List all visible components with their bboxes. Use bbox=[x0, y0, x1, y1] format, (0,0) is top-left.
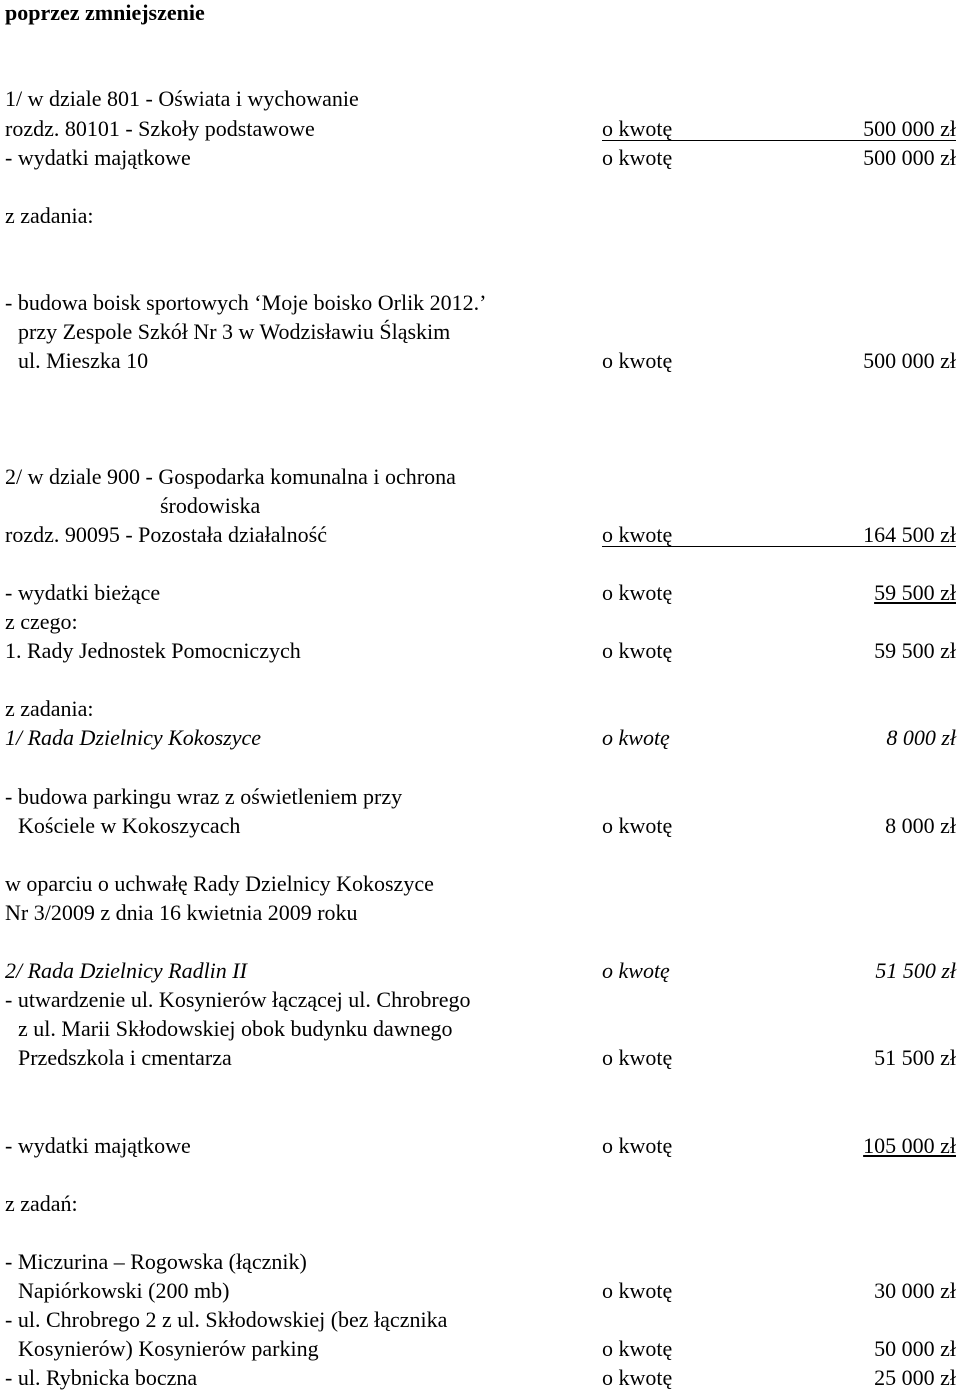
dzial-801-line: 1/ w dziale 801 - Oświata i wychowanie bbox=[5, 86, 359, 111]
z-zadania-2-label: z zadania: bbox=[5, 696, 94, 721]
rozdz-90095-underline bbox=[602, 546, 956, 547]
miczurina-line-2: Napiórkowski (200 mb) bbox=[18, 1278, 230, 1303]
z-zadan-label: z zadań: bbox=[5, 1191, 78, 1216]
rady-jednostek-kwota-label: o kwotę bbox=[602, 638, 673, 663]
rozdz-90095-amount: 164 500 zł bbox=[863, 522, 956, 547]
wydatki-majatkowe-2-kwota-label: o kwotę bbox=[602, 1133, 673, 1158]
wydatki-biezace-amount: 59 500 zł bbox=[874, 580, 956, 605]
dzial-900-line-1: 2/ w dziale 900 - Gospodarka komunalna i ochrona bbox=[5, 464, 456, 489]
uchwala-line-2: Nr 3/2009 z dnia 16 kwietnia 2009 roku bbox=[5, 900, 358, 925]
miczurina-amount: 30 000 zł bbox=[874, 1278, 956, 1303]
orlik-task-line-3: ul. Mieszka 10 bbox=[18, 348, 149, 373]
z-zadania-1-label: z zadania: bbox=[5, 203, 94, 228]
utwardzenie-kwota-label: o kwotę bbox=[602, 1045, 673, 1070]
orlik-task-amount: 500 000 zł bbox=[863, 348, 956, 373]
parking-task-kwota-label: o kwotę bbox=[602, 813, 673, 838]
wydatki-majatkowe-2-label: - wydatki majątkowe bbox=[5, 1133, 191, 1158]
rada-radlin-kwota-label: o kwotę bbox=[602, 958, 670, 983]
miczurina-kwota-label: o kwotę bbox=[602, 1278, 673, 1303]
rozdz-80101-amount: 500 000 zł bbox=[863, 116, 956, 141]
wydatki-biezace-label: - wydatki bieżące bbox=[5, 580, 161, 605]
rozdz-80101-line: rozdz. 80101 - Szkoły podstawowe bbox=[5, 116, 315, 141]
rada-radlin-amount: 51 500 zł bbox=[875, 958, 956, 983]
parking-task-line-2: Kościele w Kokoszycach bbox=[18, 813, 241, 838]
rybnicka-amount: 25 000 zł bbox=[874, 1365, 956, 1390]
orlik-task-line-2: przy Zespole Szkół Nr 3 w Wodzisławiu Śląskim bbox=[18, 319, 451, 344]
utwardzenie-line-3: Przedszkola i cmentarza bbox=[18, 1045, 232, 1070]
wydatki-biezace-kwota-label: o kwotę bbox=[602, 580, 673, 605]
miczurina-line-1: - Miczurina – Rogowska (łącznik) bbox=[5, 1249, 307, 1274]
rada-radlin-line: 2/ Rada Dzielnicy Radlin II bbox=[5, 958, 247, 983]
rozdz-90095-kwota-label: o kwotę bbox=[602, 522, 673, 547]
section-heading: poprzez zmniejszenie bbox=[5, 0, 205, 25]
chrobrego-amount: 50 000 zł bbox=[874, 1336, 956, 1361]
parking-task-line-1: - budowa parkingu wraz z oświetleniem przy bbox=[5, 784, 403, 809]
wydatki-majatkowe-1-amount: 500 000 zł bbox=[863, 145, 956, 170]
rozdz-80101-kwota-label: o kwotę bbox=[602, 116, 673, 141]
orlik-task-kwota-label: o kwotę bbox=[602, 348, 673, 373]
uchwala-line-1: w oparciu o uchwałę Rady Dzielnicy Kokoszyce bbox=[5, 871, 434, 896]
rada-kokoszyce-line: 1/ Rada Dzielnicy Kokoszyce bbox=[5, 725, 261, 750]
dzial-900-line-2: środowiska bbox=[160, 493, 261, 518]
chrobrego-line-1: - ul. Chrobrego 2 z ul. Skłodowskiej (bez łącznika bbox=[5, 1307, 448, 1332]
utwardzenie-line-2: z ul. Marii Skłodowskiej obok budynku dawnego bbox=[18, 1016, 453, 1041]
wydatki-majatkowe-1-kwota-label: o kwotę bbox=[602, 145, 673, 170]
rady-jednostek-amount: 59 500 zł bbox=[874, 638, 956, 663]
rozdz-90095-line: rozdz. 90095 - Pozostała działalność bbox=[5, 522, 327, 547]
rada-kokoszyce-kwota-label: o kwotę bbox=[602, 725, 670, 750]
parking-task-amount: 8 000 zł bbox=[885, 813, 956, 838]
wydatki-majatkowe-2-amount: 105 000 zł bbox=[863, 1133, 956, 1158]
z-czego-label: z czego: bbox=[5, 609, 78, 634]
rady-jednostek-line: 1. Rady Jednostek Pomocniczych bbox=[5, 638, 301, 663]
utwardzenie-amount: 51 500 zł bbox=[874, 1045, 956, 1070]
rada-kokoszyce-amount: 8 000 zł bbox=[886, 725, 956, 750]
chrobrego-line-2: Kosynierów) Kosynierów parking bbox=[18, 1336, 319, 1361]
rybnicka-line: - ul. Rybnicka boczna bbox=[5, 1365, 198, 1390]
wydatki-majatkowe-1-label: - wydatki majątkowe bbox=[5, 145, 191, 170]
utwardzenie-line-1: - utwardzenie ul. Kosynierów łączącej ul. Chrobrego bbox=[5, 987, 471, 1012]
orlik-task-line-1: - budowa boisk sportowych ‘Moje boisko Orlik 2012.’ bbox=[5, 290, 487, 315]
chrobrego-kwota-label: o kwotę bbox=[602, 1336, 673, 1361]
rybnicka-kwota-label: o kwotę bbox=[602, 1365, 673, 1390]
rozdz-80101-underline bbox=[602, 140, 956, 141]
